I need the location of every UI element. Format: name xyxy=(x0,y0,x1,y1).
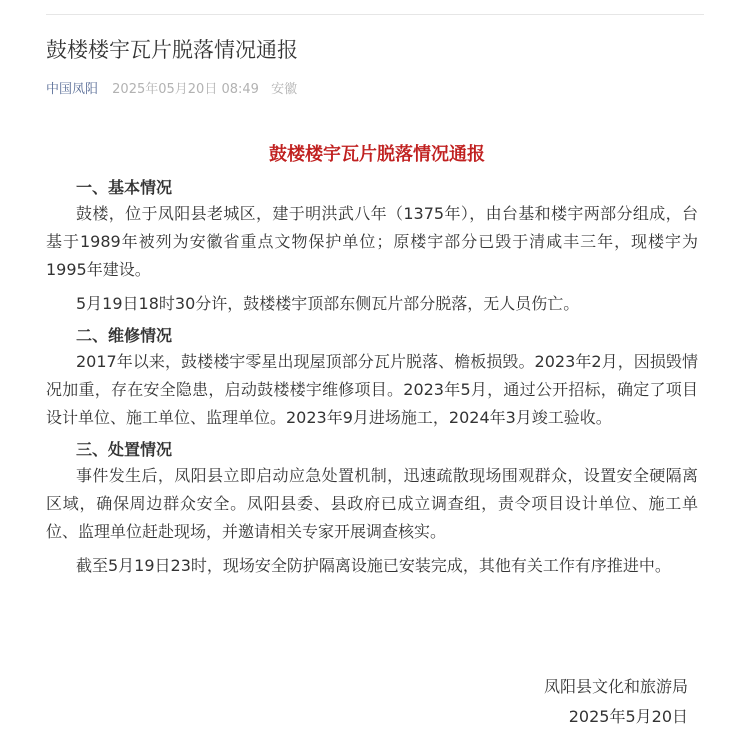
publish-datetime: 2025年05月20日 08:49 xyxy=(112,82,259,97)
section-title-handling: 三、处置情况 xyxy=(76,440,173,459)
paragraph: 事件发生后，凤阳县立即启动应急处置机制，迅速疏散现场围观群众，设置安全硬隔离区域，确保周边群众安全。凤阳县委、县政府已成立调查组，责令项目设计单位、施工单位、监理单位赶赴现场，并邀请相关专家开展调查核实。 xyxy=(46,466,698,541)
section-title-repair: 二、维修情况 xyxy=(76,326,173,345)
paragraph: 5月19日18时30分许，鼓楼楼宇顶部东侧瓦片部分脱落，无人员伤亡。 xyxy=(76,294,580,313)
paragraph: 2017年以来，鼓楼楼宇零星出现屋顶部分瓦片脱落、檐板损毁。2023年2月，因损毁情况加重，存在安全隐患，启动鼓楼楼宇维修项目。2023年5月，通过公开招标，确定了项目设计单位、施工单位、监理单位。2023年9月进场施工，2024年3月竣工验收。 xyxy=(46,352,698,427)
paragraph: 截至5月19日23时，现场安全防护隔离设施已安装完成，其他有关工作有序推进中。 xyxy=(76,556,671,575)
article-meta xyxy=(46,78,297,97)
publish-location: 安徽 xyxy=(271,82,298,97)
signature-block xyxy=(544,672,688,732)
notice-heading: 鼓楼楼宇瓦片脱落情况通报 xyxy=(269,144,485,165)
signature-org: 凤阳县文化和旅游局 xyxy=(543,677,688,696)
article-body xyxy=(46,176,698,580)
section-title-basic: 一、基本情况 xyxy=(76,178,173,197)
article-title: 鼓楼楼宇瓦片脱落情况通报 xyxy=(46,38,298,62)
source-account-link[interactable]: 中国凤阳 xyxy=(46,82,99,97)
top-divider xyxy=(46,14,704,15)
signature-date: 2025年5月20日 xyxy=(568,707,688,726)
paragraph: 鼓楼，位于凤阳县老城区，建于明洪武八年（1375年），由台基和楼宇两部分组成，台基于1989年被列为安徽省重点文物保护单位；原楼宇部分已毁于清咸丰三年，现楼宇为1995年建设。 xyxy=(46,204,698,279)
